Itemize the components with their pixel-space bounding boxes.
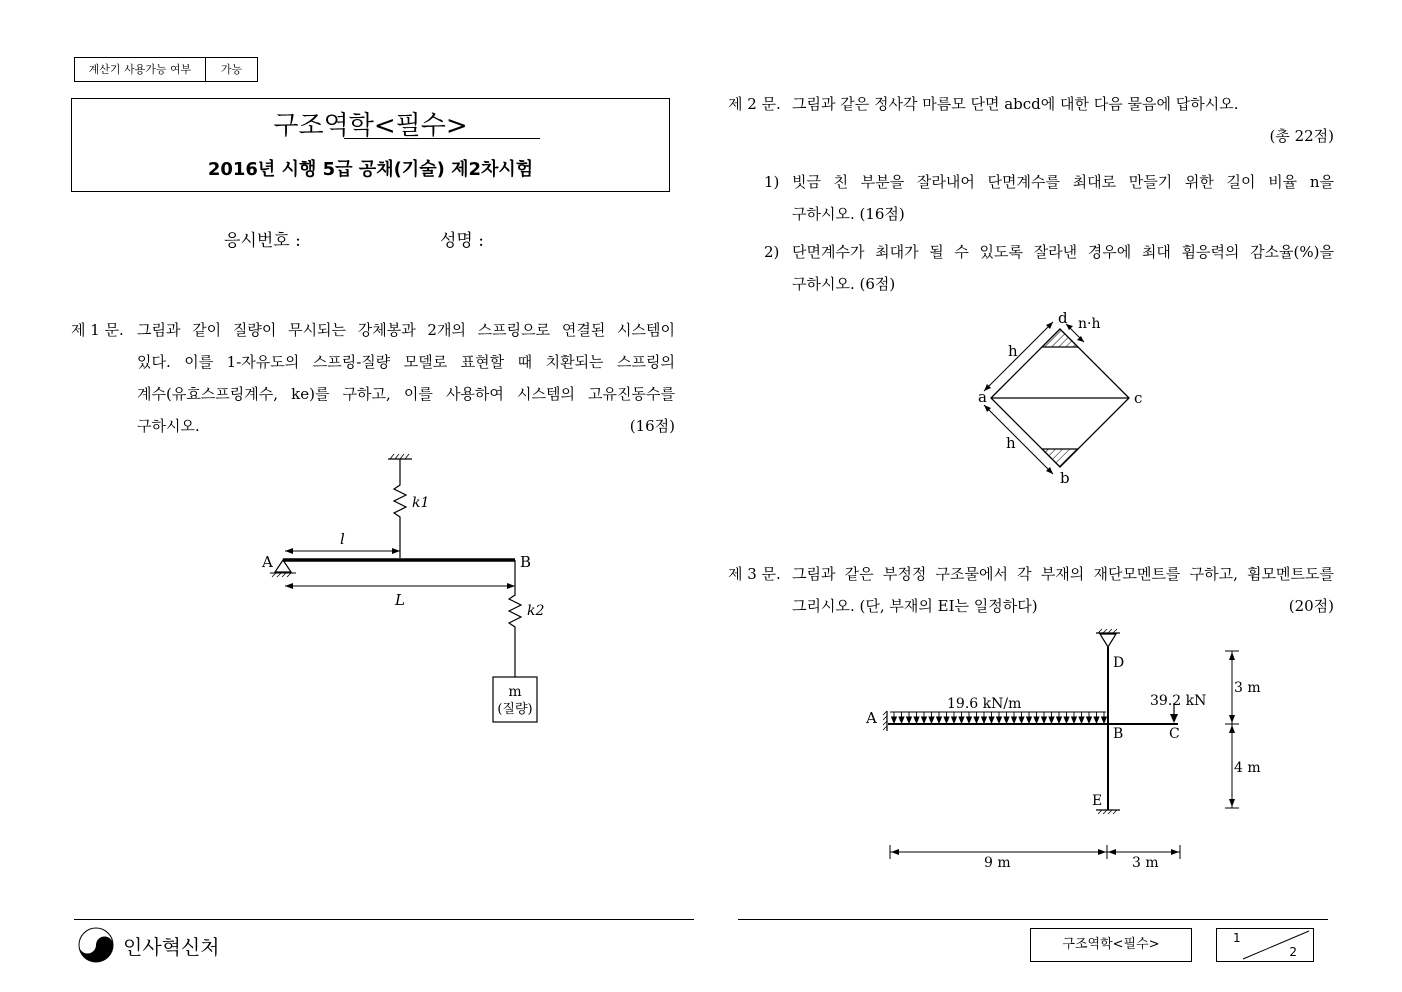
load-arrow-head	[1064, 717, 1069, 723]
question-1	[71, 314, 675, 454]
load-arrow-head	[922, 717, 927, 723]
q2-sub1-number: 1)	[764, 173, 780, 191]
q1-number: 제 1 문.	[71, 321, 124, 339]
org-name: 인사혁신처	[123, 935, 220, 959]
e-node-label: E	[1092, 793, 1103, 809]
l-label: l	[340, 530, 345, 548]
a-label: A	[262, 553, 273, 571]
q3-points: (20점)	[1288, 597, 1334, 615]
dim-4m-vertical: 4 m	[1234, 760, 1261, 776]
footer-rule-left	[74, 919, 694, 920]
title-underline	[344, 138, 540, 139]
q2-sub1-line-1: 빗금 친 부분을 잘라내어 단면계수를 최대로 만들기 위한 길이 비율 n을	[792, 173, 1334, 191]
load-arrow-head	[899, 717, 904, 723]
hatched-top	[1042, 329, 1078, 347]
d-node-label: D	[1113, 655, 1125, 671]
load-arrow-head	[929, 717, 934, 723]
load-arrow-head	[997, 717, 1002, 723]
load-arrow-head	[1019, 717, 1024, 723]
load-arrow-head	[1012, 717, 1017, 723]
load-arrow-head	[982, 717, 987, 723]
h-lower-label: h	[1006, 434, 1016, 452]
footer-rule-right	[738, 919, 1328, 920]
load-arrow-head	[1072, 717, 1077, 723]
q2-line-1: 그림과 같은 정사각 마름모 단면 abcd에 대한 다음 물음에 답하시오.	[792, 95, 1239, 113]
nh-label: n·h	[1078, 316, 1101, 332]
exam-title: 구조역학<필수>	[273, 111, 468, 141]
pin-support-d	[1100, 634, 1116, 647]
dim-9m: 9 m	[984, 855, 1011, 871]
load-arrow-head	[1004, 717, 1009, 723]
pin-support-a	[275, 560, 291, 572]
load-arrow-head	[1079, 717, 1084, 723]
spring-k1	[394, 459, 406, 558]
load-arrow-head	[952, 717, 957, 723]
distributed-load	[892, 712, 1107, 723]
q3-line-2: 그리시오. (단, 부재의 EI는 일정하다)	[792, 597, 1038, 615]
c-vertex-label: c	[1134, 389, 1143, 407]
L-label: L	[395, 591, 405, 609]
q3-frame-figure	[860, 625, 1270, 875]
load-arrow-head	[1094, 717, 1099, 723]
load-arrow-head	[907, 717, 912, 723]
h-upper-label: h	[1008, 342, 1018, 360]
exam-subtitle: 2016년 시행 5급 공채(기술) 제2차시험	[207, 159, 534, 180]
b-label: B	[520, 553, 532, 571]
a-node-label: A	[866, 709, 877, 727]
mass-sub-label: (질량)	[497, 702, 533, 717]
q1-line-3: 계수(유효스프링계수, ke)를 구하고, 이를 사용하여 시스템의 고유진동수를	[137, 385, 675, 403]
load-arrow-head	[944, 717, 949, 723]
page-number: 1	[1233, 931, 1241, 945]
b-vertex-label: b	[1060, 469, 1070, 487]
load-arrow-head	[1049, 717, 1054, 723]
load-arrow-head	[1027, 717, 1032, 723]
load-arrow-head	[914, 717, 919, 723]
page-diagonal	[1217, 929, 1313, 961]
q1-line-2: 있다. 이를 1-자유도의 스프링-질량 모델로 표현할 때 치환되는 스프링의	[137, 353, 675, 371]
q2-rhombus-figure	[970, 308, 1150, 488]
q2-sub2-number: 2)	[764, 243, 780, 261]
load-arrow-head	[892, 717, 897, 723]
page-indicator-box	[1216, 928, 1314, 962]
q3-number: 제 3 문.	[728, 565, 781, 583]
load-arrow-head	[1042, 717, 1047, 723]
calculator-usage-box	[74, 57, 258, 82]
q1-line-4: 구하시오.	[137, 417, 200, 435]
spring-k2	[509, 560, 521, 677]
examinee-name-label: 성명 :	[440, 231, 484, 251]
hatched-bottom	[1042, 449, 1078, 467]
dim-3m-horizontal: 3 m	[1132, 855, 1159, 871]
dim-3m-vertical: 3 m	[1234, 680, 1261, 696]
footer-subject-box: 구조역학<필수>	[1030, 928, 1192, 962]
d-vertex-label: d	[1058, 309, 1068, 327]
title-box	[71, 98, 670, 192]
b-node-label: B	[1113, 726, 1124, 742]
force-label: 39.2 kN	[1150, 693, 1207, 709]
taegeuk-logo-icon	[78, 927, 114, 963]
k1-label: k1	[412, 495, 430, 511]
load-arrow-head	[1057, 717, 1062, 723]
load-arrow-head	[937, 717, 942, 723]
q3-line-1: 그림과 같은 부정정 구조물에서 각 부재의 재단모멘트를 구하고, 휨모멘트도를	[792, 565, 1334, 583]
load-arrow-head	[967, 717, 972, 723]
load-arrow-head	[974, 717, 979, 723]
q2-sub2-line-1: 단면계수가 최대가 될 수 있도록 잘라낸 경우에 최대 휨응력의 감소율(%)을	[792, 243, 1334, 261]
load-label: 19.6 kN/m	[947, 696, 1022, 712]
q1-points: (16점)	[629, 417, 675, 435]
load-arrow-head	[1102, 717, 1107, 723]
load-arrow-head	[1087, 717, 1092, 723]
q1-line-1: 그림과 같이 질량이 무시되는 강체봉과 2개의 스프링으로 연결된 시스템이	[137, 321, 675, 339]
examinee-number-label: 응시번호 :	[224, 231, 301, 251]
load-arrow-head	[1034, 717, 1039, 723]
c-node-label: C	[1169, 726, 1180, 742]
k2-label: k2	[527, 603, 545, 619]
q2-number: 제 2 문.	[728, 95, 781, 113]
a-vertex-label: a	[978, 388, 987, 406]
q2-sub1-line-2: 구하시오. (16점)	[792, 205, 905, 223]
load-arrow-head	[989, 717, 994, 723]
mass-label: m	[508, 684, 522, 700]
load-arrow-head	[959, 717, 964, 723]
calculator-label: 계산기 사용가능 여부	[75, 58, 206, 81]
calculator-value: 가능	[220, 63, 243, 76]
page-total: 2	[1289, 945, 1297, 959]
q1-spring-beam-figure	[250, 445, 570, 735]
q2-sub2-line-2: 구하시오. (6점)	[792, 275, 896, 293]
q2-total-points: (총 22점)	[1269, 127, 1334, 145]
